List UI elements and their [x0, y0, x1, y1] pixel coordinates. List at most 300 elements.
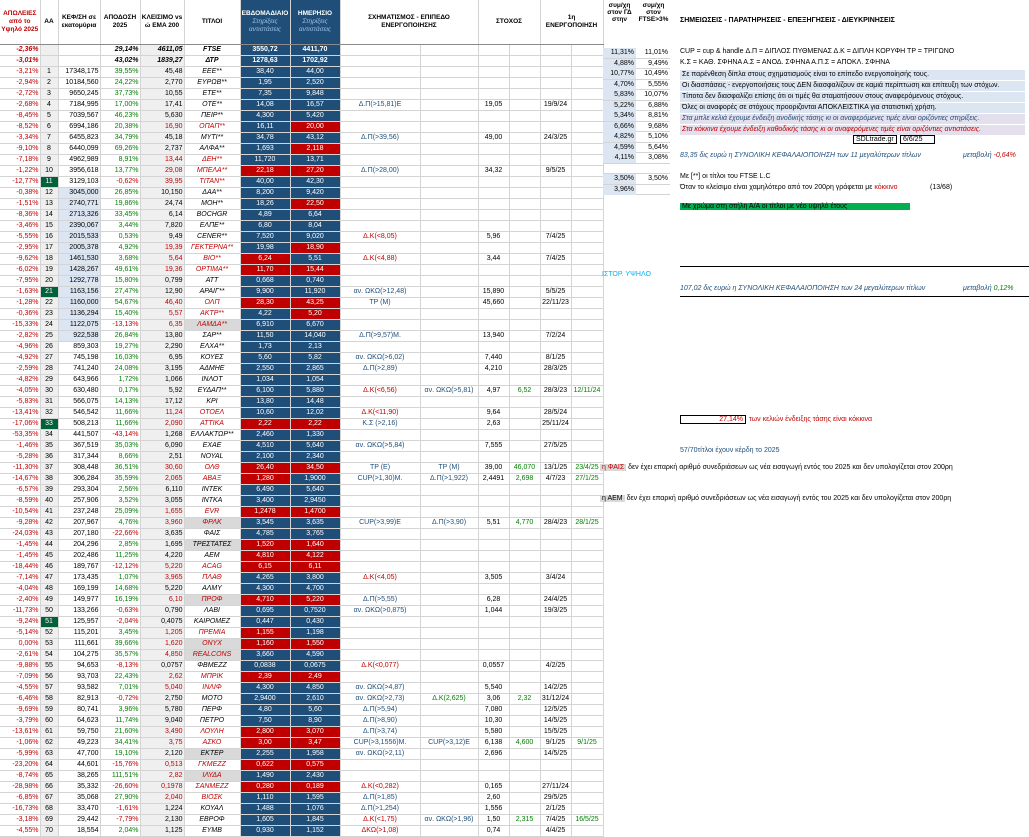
- header-sum-b[interactable]: συμ/χη στον FTSE>3%: [638, 2, 669, 23]
- cell-aa[interactable]: 19: [40, 264, 58, 275]
- cell-aa[interactable]: 7: [40, 132, 58, 143]
- cell-tgt1[interactable]: [478, 396, 509, 407]
- cell-aa[interactable]: 26: [40, 341, 58, 352]
- cell-cap[interactable]: 17348,175: [58, 66, 100, 77]
- cell-cap[interactable]: 7184,995: [58, 99, 100, 110]
- cell-pat1[interactable]: αν. ΩΚΩ(>6,02): [340, 352, 420, 363]
- cell-ret[interactable]: -0,72%: [100, 693, 140, 704]
- cell-loss[interactable]: -9,69%: [0, 704, 40, 715]
- cell-aa[interactable]: 4: [40, 99, 58, 110]
- cell-act1[interactable]: 7/4/25: [540, 253, 571, 264]
- cell-ret[interactable]: -26,60%: [100, 781, 140, 792]
- cell-aa[interactable]: 8: [40, 143, 58, 154]
- cell-tgt2[interactable]: [509, 627, 540, 638]
- cell-tgt2[interactable]: [509, 308, 540, 319]
- cell-act2[interactable]: [571, 825, 603, 836]
- cell-title[interactable]: ΔΕΗ**: [184, 154, 240, 165]
- cell-loss[interactable]: -3,21%: [0, 66, 40, 77]
- cell-title[interactable]: ΓΚΜΕΖΖ: [184, 759, 240, 770]
- cell-pat1[interactable]: Δ.Π(>8,90): [340, 715, 420, 726]
- cell-week[interactable]: 0,622: [240, 759, 290, 770]
- cell-act2[interactable]: [571, 561, 603, 572]
- cell-loss[interactable]: -3,01%: [0, 55, 40, 66]
- cell-cap[interactable]: 125,957: [58, 616, 100, 627]
- cell-title[interactable]: ΕΤΕ**: [184, 88, 240, 99]
- cell-title[interactable]: ΜΟΗ**: [184, 198, 240, 209]
- cell-act2[interactable]: 12/11/24: [571, 385, 603, 396]
- cell-pat1[interactable]: [340, 198, 420, 209]
- cell-cap[interactable]: 35,068: [58, 792, 100, 803]
- cell-day[interactable]: 16,57: [290, 99, 340, 110]
- cell-day[interactable]: 44,00: [290, 66, 340, 77]
- cell-aa[interactable]: 16: [40, 231, 58, 242]
- cell-day[interactable]: 43,25: [290, 297, 340, 308]
- cell-act1[interactable]: [540, 528, 571, 539]
- cell-pat2[interactable]: [420, 638, 478, 649]
- cell-tgt2[interactable]: [509, 374, 540, 385]
- cell-day[interactable]: 12,02: [290, 407, 340, 418]
- cell-ret[interactable]: 35,57%: [100, 649, 140, 660]
- cell-pat2[interactable]: [420, 770, 478, 781]
- cell-tgt1[interactable]: 6,138: [478, 737, 509, 748]
- cell-ret[interactable]: 27,90%: [100, 792, 140, 803]
- cell-act2[interactable]: [571, 341, 603, 352]
- cell-week[interactable]: 4,710: [240, 594, 290, 605]
- cell-tgt1[interactable]: [478, 187, 509, 198]
- cell-title[interactable]: ΠΡΟΦ: [184, 594, 240, 605]
- cell-pat1[interactable]: Δ.Π(>5,94): [340, 704, 420, 715]
- cell-aa[interactable]: 57: [40, 682, 58, 693]
- cell-act2[interactable]: [571, 770, 603, 781]
- cell-loss[interactable]: -8,36%: [0, 209, 40, 220]
- cell-pat1[interactable]: ΔΚΩ(>1,08): [340, 825, 420, 836]
- cell-tgt1[interactable]: 4,210: [478, 363, 509, 374]
- cell-day[interactable]: 5,420: [290, 110, 340, 121]
- cell-pat1[interactable]: Δ.Π(>9,57)Μ.: [340, 330, 420, 341]
- cell-tgt2[interactable]: [509, 44, 540, 55]
- cell-act2[interactable]: [571, 396, 603, 407]
- cell-aa[interactable]: 29: [40, 374, 58, 385]
- cell-ret[interactable]: 15,80%: [100, 275, 140, 286]
- cell-title[interactable]: ΟΝΥΧ: [184, 638, 240, 649]
- cell-act1[interactable]: 4/4/25: [540, 825, 571, 836]
- cell-pat1[interactable]: αν. ΩΚΩ(>2,73): [340, 693, 420, 704]
- cell-close[interactable]: 5,630: [140, 110, 184, 121]
- cell-close[interactable]: 2,82: [140, 770, 184, 781]
- cell-cap[interactable]: 1292,778: [58, 275, 100, 286]
- cell-day[interactable]: 9,420: [290, 187, 340, 198]
- cell-pat2[interactable]: [420, 143, 478, 154]
- cell-close[interactable]: 2,51: [140, 451, 184, 462]
- cell-title[interactable]: ΑΡΑΙΓ**: [184, 286, 240, 297]
- cell-pat2[interactable]: CUP(>3,12)Ε: [420, 737, 478, 748]
- cell-act1[interactable]: [540, 77, 571, 88]
- cell-title[interactable]: ΑΔΜΗΕ: [184, 363, 240, 374]
- cell-close[interactable]: 1,224: [140, 803, 184, 814]
- cell-week[interactable]: 22,18: [240, 165, 290, 176]
- cell-act2[interactable]: [571, 220, 603, 231]
- header-loss[interactable]: ΑΠΩΛΕΙΕΣ από το Υψηλό 2025: [0, 0, 40, 44]
- cell-day[interactable]: 4,700: [290, 583, 340, 594]
- cell-act2[interactable]: [571, 88, 603, 99]
- cell-day[interactable]: 2,13: [290, 341, 340, 352]
- cell-pat2[interactable]: [420, 154, 478, 165]
- cell-pat1[interactable]: CUP(>3,99)Ε: [340, 517, 420, 528]
- cell-aa[interactable]: 62: [40, 737, 58, 748]
- cell-loss[interactable]: -3,18%: [0, 814, 40, 825]
- cell-aa[interactable]: 60: [40, 715, 58, 726]
- cell-pat2[interactable]: [420, 110, 478, 121]
- cell-cap[interactable]: 29,442: [58, 814, 100, 825]
- cell-ret[interactable]: 1,72%: [100, 374, 140, 385]
- cell-ret[interactable]: 26,84%: [100, 330, 140, 341]
- cell-cap[interactable]: 3129,103: [58, 176, 100, 187]
- cell-close[interactable]: 5,57: [140, 308, 184, 319]
- cell-aa[interactable]: 28: [40, 363, 58, 374]
- cell-day[interactable]: 2,340: [290, 451, 340, 462]
- cell-pat2[interactable]: [420, 308, 478, 319]
- cell-aa[interactable]: 67: [40, 792, 58, 803]
- cell-week[interactable]: 4,80: [240, 704, 290, 715]
- cell-aa[interactable]: 68: [40, 803, 58, 814]
- cell-week[interactable]: 0,668: [240, 275, 290, 286]
- cell-act2[interactable]: [571, 77, 603, 88]
- cell-ret[interactable]: -15,76%: [100, 759, 140, 770]
- cell-pat2[interactable]: [420, 88, 478, 99]
- cell-act2[interactable]: [571, 154, 603, 165]
- cell-act2[interactable]: [571, 165, 603, 176]
- cell-pat1[interactable]: Δ.Κ(<4,05): [340, 572, 420, 583]
- cell-aa[interactable]: 34: [40, 429, 58, 440]
- cell-pat2[interactable]: [420, 253, 478, 264]
- header-return[interactable]: ΑΠΟΔΟΣΗ 2025: [100, 0, 140, 44]
- cell-pat2[interactable]: αν. ΩΚΩ(>5,81): [420, 385, 478, 396]
- cell-cap[interactable]: 237,248: [58, 506, 100, 517]
- cell-tgt1[interactable]: 5,540: [478, 682, 509, 693]
- cell-loss[interactable]: -3,79%: [0, 715, 40, 726]
- cell-aa[interactable]: 17: [40, 242, 58, 253]
- cell-act1[interactable]: [540, 275, 571, 286]
- cell-week[interactable]: 38,40: [240, 66, 290, 77]
- cell-pat1[interactable]: [340, 484, 420, 495]
- cell-aa[interactable]: 32: [40, 407, 58, 418]
- cell-title[interactable]: ΑΚΤΡ**: [184, 308, 240, 319]
- cell-act1[interactable]: 28/3/25: [540, 363, 571, 374]
- cell-day[interactable]: 5,82: [290, 352, 340, 363]
- cell-close[interactable]: 2,62: [140, 671, 184, 682]
- cell-aa[interactable]: 11: [40, 176, 58, 187]
- cell-pat1[interactable]: [340, 583, 420, 594]
- cell-pat1[interactable]: [340, 627, 420, 638]
- cell-cap[interactable]: 293,304: [58, 484, 100, 495]
- cell-pat2[interactable]: [420, 55, 478, 66]
- cell-tgt2[interactable]: [509, 132, 540, 143]
- cell-act1[interactable]: 19/9/24: [540, 99, 571, 110]
- cell-close[interactable]: 5,64: [140, 253, 184, 264]
- cell-loss[interactable]: -0,36%: [0, 308, 40, 319]
- cell-week[interactable]: 14,08: [240, 99, 290, 110]
- cell-week[interactable]: 4,300: [240, 110, 290, 121]
- cell-close[interactable]: 45,18: [140, 132, 184, 143]
- cell-cap[interactable]: 566,075: [58, 396, 100, 407]
- cell-loss[interactable]: -5,83%: [0, 396, 40, 407]
- cell-act1[interactable]: [540, 143, 571, 154]
- cell-title[interactable]: ΟΛΠ: [184, 297, 240, 308]
- cell-pat1[interactable]: [340, 44, 420, 55]
- cell-close[interactable]: 16,90: [140, 121, 184, 132]
- cell-act1[interactable]: [540, 429, 571, 440]
- cell-tgt1[interactable]: [478, 495, 509, 506]
- cell-ret[interactable]: 54,67%: [100, 297, 140, 308]
- cell-pat1[interactable]: Δ.Κ(<0,282): [340, 781, 420, 792]
- cell-tgt2[interactable]: [509, 110, 540, 121]
- cell-loss[interactable]: -9,62%: [0, 253, 40, 264]
- cell-week[interactable]: 7,35: [240, 88, 290, 99]
- cell-tgt1[interactable]: [478, 308, 509, 319]
- cell-aa[interactable]: 59: [40, 704, 58, 715]
- cell-loss[interactable]: -18,44%: [0, 561, 40, 572]
- cell-act1[interactable]: [540, 627, 571, 638]
- cell-loss[interactable]: -1,45%: [0, 539, 40, 550]
- cell-title[interactable]: REALCONS: [184, 649, 240, 660]
- cell-pat2[interactable]: [420, 407, 478, 418]
- cell-act1[interactable]: 13/1/25: [540, 462, 571, 473]
- cell-act2[interactable]: [571, 495, 603, 506]
- cell-title[interactable]: ΑΣΚΟ: [184, 737, 240, 748]
- cell-close[interactable]: 7,820: [140, 220, 184, 231]
- cell-close[interactable]: 3,490: [140, 726, 184, 737]
- cell-tgt2[interactable]: [509, 451, 540, 462]
- cell-tgt2[interactable]: [509, 605, 540, 616]
- cell-day[interactable]: 1,845: [290, 814, 340, 825]
- cell-week[interactable]: 4,300: [240, 682, 290, 693]
- cell-title[interactable]: ΕΛΠΕ**: [184, 220, 240, 231]
- cell-week[interactable]: 26,40: [240, 462, 290, 473]
- cell-pat2[interactable]: [420, 341, 478, 352]
- cell-pat2[interactable]: [420, 803, 478, 814]
- cell-act2[interactable]: [571, 187, 603, 198]
- cell-act1[interactable]: [540, 539, 571, 550]
- cell-tgt1[interactable]: 0,74: [478, 825, 509, 836]
- cell-cap[interactable]: 204,296: [58, 539, 100, 550]
- cell-pat2[interactable]: [420, 231, 478, 242]
- cell-ret[interactable]: 15,40%: [100, 308, 140, 319]
- cell-act2[interactable]: [571, 374, 603, 385]
- cell-pat2[interactable]: Δ.Π(>3,90): [420, 517, 478, 528]
- cell-week[interactable]: 1,693: [240, 143, 290, 154]
- header-activation[interactable]: 1η ΕΝΕΡΓΟΠΟΙΗΣΗ: [540, 0, 603, 44]
- cell-ret[interactable]: 36,51%: [100, 462, 140, 473]
- cell-pat2[interactable]: [420, 319, 478, 330]
- cell-title[interactable]: ΣΑΝΜΕΖΖ: [184, 781, 240, 792]
- cell-ret[interactable]: 25,09%: [100, 506, 140, 517]
- cell-close[interactable]: 0,0757: [140, 660, 184, 671]
- cell-day[interactable]: 2,430: [290, 770, 340, 781]
- cell-close[interactable]: 0,790: [140, 605, 184, 616]
- cell-tgt2[interactable]: [509, 495, 540, 506]
- cell-ret[interactable]: 8,91%: [100, 154, 140, 165]
- cell-pat2[interactable]: [420, 781, 478, 792]
- cell-act1[interactable]: [540, 495, 571, 506]
- cell-pat1[interactable]: [340, 55, 420, 66]
- cell-pat1[interactable]: Δ.Κ(<4,88): [340, 253, 420, 264]
- cell-tgt1[interactable]: 3,505: [478, 572, 509, 583]
- cell-title[interactable]: ΙΛΥΔΑ: [184, 770, 240, 781]
- cell-day[interactable]: 5,220: [290, 594, 340, 605]
- cell-tgt1[interactable]: 1,50: [478, 814, 509, 825]
- cell-cap[interactable]: 317,344: [58, 451, 100, 462]
- cell-loss[interactable]: -3,46%: [0, 220, 40, 231]
- cell-cap[interactable]: 49,223: [58, 737, 100, 748]
- cell-ret[interactable]: 39,66%: [100, 638, 140, 649]
- cell-pat2[interactable]: [420, 715, 478, 726]
- cell-week[interactable]: 4,510: [240, 440, 290, 451]
- cell-pat2[interactable]: [420, 759, 478, 770]
- cell-title[interactable]: ΓΕΚΤΕΡΝΑ**: [184, 242, 240, 253]
- cell-title[interactable]: ΑΒΑΞ: [184, 473, 240, 484]
- cell-pat2[interactable]: [420, 209, 478, 220]
- cell-title[interactable]: ΟΤΟΕΛ: [184, 407, 240, 418]
- cell-act2[interactable]: [571, 275, 603, 286]
- cell-aa[interactable]: 23: [40, 308, 58, 319]
- cell-act1[interactable]: 27/11/24: [540, 781, 571, 792]
- cell-pat1[interactable]: [340, 671, 420, 682]
- cell-day[interactable]: 14,040: [290, 330, 340, 341]
- cell-close[interactable]: 6,10: [140, 594, 184, 605]
- cell-week[interactable]: 0,930: [240, 825, 290, 836]
- cell-tgt2[interactable]: 46,070: [509, 462, 540, 473]
- cell-aa[interactable]: 35: [40, 440, 58, 451]
- cell-act2[interactable]: [571, 781, 603, 792]
- cell-day[interactable]: 1,595: [290, 792, 340, 803]
- cell-tgt1[interactable]: [478, 176, 509, 187]
- cell-tgt2[interactable]: [509, 660, 540, 671]
- cell-aa[interactable]: 1: [40, 66, 58, 77]
- cell-act1[interactable]: [540, 451, 571, 462]
- cell-tgt1[interactable]: 4,97: [478, 385, 509, 396]
- cell-act2[interactable]: [571, 66, 603, 77]
- cell-ret[interactable]: 11,74%: [100, 715, 140, 726]
- cell-week[interactable]: 11,720: [240, 154, 290, 165]
- cell-act1[interactable]: 29/5/25: [540, 792, 571, 803]
- cell-ret[interactable]: 14,13%: [100, 396, 140, 407]
- cell-day[interactable]: 11,920: [290, 286, 340, 297]
- cell-tgt2[interactable]: [509, 352, 540, 363]
- cell-pat2[interactable]: [420, 176, 478, 187]
- cell-aa[interactable]: 31: [40, 396, 58, 407]
- cell-week[interactable]: 0,695: [240, 605, 290, 616]
- cell-title[interactable]: ΠΕΡΦ: [184, 704, 240, 715]
- cell-tgt2[interactable]: [509, 242, 540, 253]
- cell-pat1[interactable]: Δ.Π(>5,55): [340, 594, 420, 605]
- cell-close[interactable]: 5,220: [140, 583, 184, 594]
- cell-act1[interactable]: [540, 55, 571, 66]
- cell-pat1[interactable]: CUP(>3,1556)Μ.: [340, 737, 420, 748]
- cell-aa[interactable]: 10: [40, 165, 58, 176]
- cell-title[interactable]: ΦΑΙΣ: [184, 528, 240, 539]
- cell-title[interactable]: ΑΕΜ: [184, 550, 240, 561]
- cell-tgt1[interactable]: 5,51: [478, 517, 509, 528]
- cell-tgt2[interactable]: 2,698: [509, 473, 540, 484]
- cell-tgt2[interactable]: [509, 770, 540, 781]
- cell-close[interactable]: 30,60: [140, 462, 184, 473]
- cell-pat1[interactable]: ΤΡ (Ε): [340, 462, 420, 473]
- cell-aa[interactable]: 54: [40, 649, 58, 660]
- cell-cap[interactable]: 2740,771: [58, 198, 100, 209]
- cell-loss[interactable]: -4,92%: [0, 352, 40, 363]
- cell-aa[interactable]: 43: [40, 528, 58, 539]
- cell-aa[interactable]: 36: [40, 451, 58, 462]
- cell-act2[interactable]: [571, 682, 603, 693]
- cell-aa[interactable]: 44: [40, 539, 58, 550]
- cell-loss[interactable]: -7,14%: [0, 572, 40, 583]
- cell-title[interactable]: ΑΛΜΥ: [184, 583, 240, 594]
- cell-close[interactable]: 1,695: [140, 539, 184, 550]
- cell-title[interactable]: ΛΟΥΛΗ: [184, 726, 240, 737]
- cell-loss[interactable]: -11,73%: [0, 605, 40, 616]
- cell-loss[interactable]: 0,00%: [0, 638, 40, 649]
- cell-tgt1[interactable]: 19,05: [478, 99, 509, 110]
- cell-act1[interactable]: 9/1/25: [540, 737, 571, 748]
- cell-tgt1[interactable]: 5,96: [478, 231, 509, 242]
- cell-week[interactable]: 4,265: [240, 572, 290, 583]
- cell-close[interactable]: 0,1978: [140, 781, 184, 792]
- cell-loss[interactable]: -1,45%: [0, 550, 40, 561]
- cell-cap[interactable]: 115,201: [58, 627, 100, 638]
- cell-tgt1[interactable]: 34,32: [478, 165, 509, 176]
- cell-act2[interactable]: [571, 616, 603, 627]
- cell-aa[interactable]: 64: [40, 759, 58, 770]
- cell-act2[interactable]: [571, 55, 603, 66]
- cell-pat1[interactable]: CUP(>1,30)Μ.: [340, 473, 420, 484]
- cell-pat1[interactable]: Δ.Π(>2,89): [340, 363, 420, 374]
- cell-ret[interactable]: 19,27%: [100, 341, 140, 352]
- cell-tgt1[interactable]: 6,28: [478, 594, 509, 605]
- cell-pat1[interactable]: [340, 528, 420, 539]
- cell-title[interactable]: ΙΝΛΟΤ: [184, 374, 240, 385]
- cell-aa[interactable]: 27: [40, 352, 58, 363]
- cell-pat1[interactable]: [340, 242, 420, 253]
- cell-loss[interactable]: -4,82%: [0, 374, 40, 385]
- cell-week[interactable]: 0,0838: [240, 660, 290, 671]
- cell-week[interactable]: 8,200: [240, 187, 290, 198]
- cell-tgt2[interactable]: [509, 297, 540, 308]
- cell-close[interactable]: 0,4075: [140, 616, 184, 627]
- cell-week[interactable]: 2,550: [240, 363, 290, 374]
- cell-week[interactable]: 7,50: [240, 715, 290, 726]
- cell-close[interactable]: 6,35: [140, 319, 184, 330]
- cell-aa[interactable]: 48: [40, 583, 58, 594]
- cell-act1[interactable]: 8/1/25: [540, 352, 571, 363]
- cell-act1[interactable]: 25/11/24: [540, 418, 571, 429]
- cell-cap[interactable]: 1136,294: [58, 308, 100, 319]
- cell-act2[interactable]: [571, 407, 603, 418]
- cell-ret[interactable]: 24,22%: [100, 77, 140, 88]
- cell-ret[interactable]: 2,56%: [100, 484, 140, 495]
- cell-title[interactable]: ΑΛΦΑ**: [184, 143, 240, 154]
- cell-week[interactable]: 0,280: [240, 781, 290, 792]
- cell-aa[interactable]: 24: [40, 319, 58, 330]
- cell-pat2[interactable]: [420, 825, 478, 836]
- header-title[interactable]: ΤΙΤΛΟΙ: [184, 0, 240, 44]
- cell-pat2[interactable]: [420, 66, 478, 77]
- cell-week[interactable]: 40,00: [240, 176, 290, 187]
- cell-week[interactable]: 1278,63: [240, 55, 290, 66]
- cell-cap[interactable]: 82,913: [58, 693, 100, 704]
- cell-loss[interactable]: -3,34%: [0, 132, 40, 143]
- cell-act1[interactable]: 14/5/25: [540, 748, 571, 759]
- cell-aa[interactable]: 12: [40, 187, 58, 198]
